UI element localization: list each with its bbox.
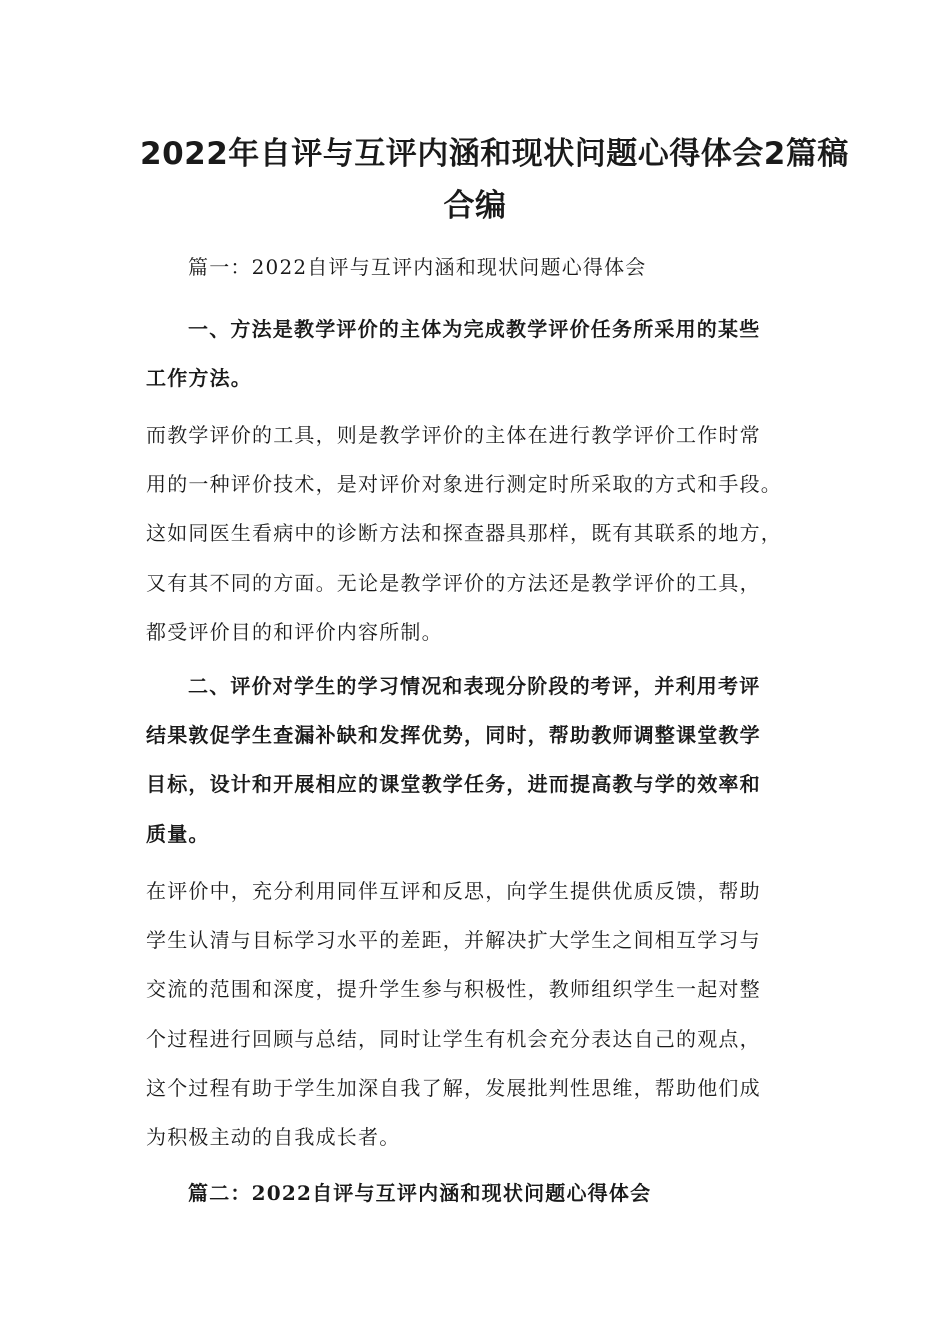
section1-body: 而教学评价的工具，则是教学评价的主体在进行教学评价工作时常 用的一种评价技术，是对评价对象进行测定时所采取的方式和手段。 这如同医生看病中的诊断方法和探查器具那样，既有其联系的地方， 又有其不同的方面。无论是教学评价的方法还是教学评价的工具， 都受评价目的和评价内容所制。 [146,423,782,644]
title-line-2: 合编 [443,188,507,224]
section1-heading: 一、方法是教学评价的主体为完成教学评价任务所采用的某些 工作方法。 [146,317,761,391]
section2-body: 在评价中，充分利用同伴互评和反思，向学生提供优质反馈，帮助 学生认清与目标学习水平的差距，并解决扩大学生之间相互学习与 交流的范围和深度，提升学生参与积极性，教师组织学生一起对整 个过程进行回顾与总结，同时让学生有机会充分表达自己的观点， 这个过程有助于学生加深自我了解，发展批判性思维，帮助他们成 为积极主动的自我成长者。 [146,879,761,1150]
title-line-1: 2022年自评与互评内涵和现状问题心得体会2篇稿 [140,136,849,172]
part1-heading: 篇一：2022自评与互评内涵和现状问题心得体会 [188,255,647,279]
section2-heading: 二、评价对学生的学习情况和表现分阶段的考评，并利用考评 结果敦促学生查漏补缺和发挥优势，同时，帮助教师调整课堂教学 目标，设计和开展相应的课堂教学任务，进而提高教与学的效率和 质量。 [146,674,761,846]
part2-heading: 篇二：2022自评与互评内涵和现状问题心得体会 [188,1181,652,1205]
document-title [140,128,849,232]
